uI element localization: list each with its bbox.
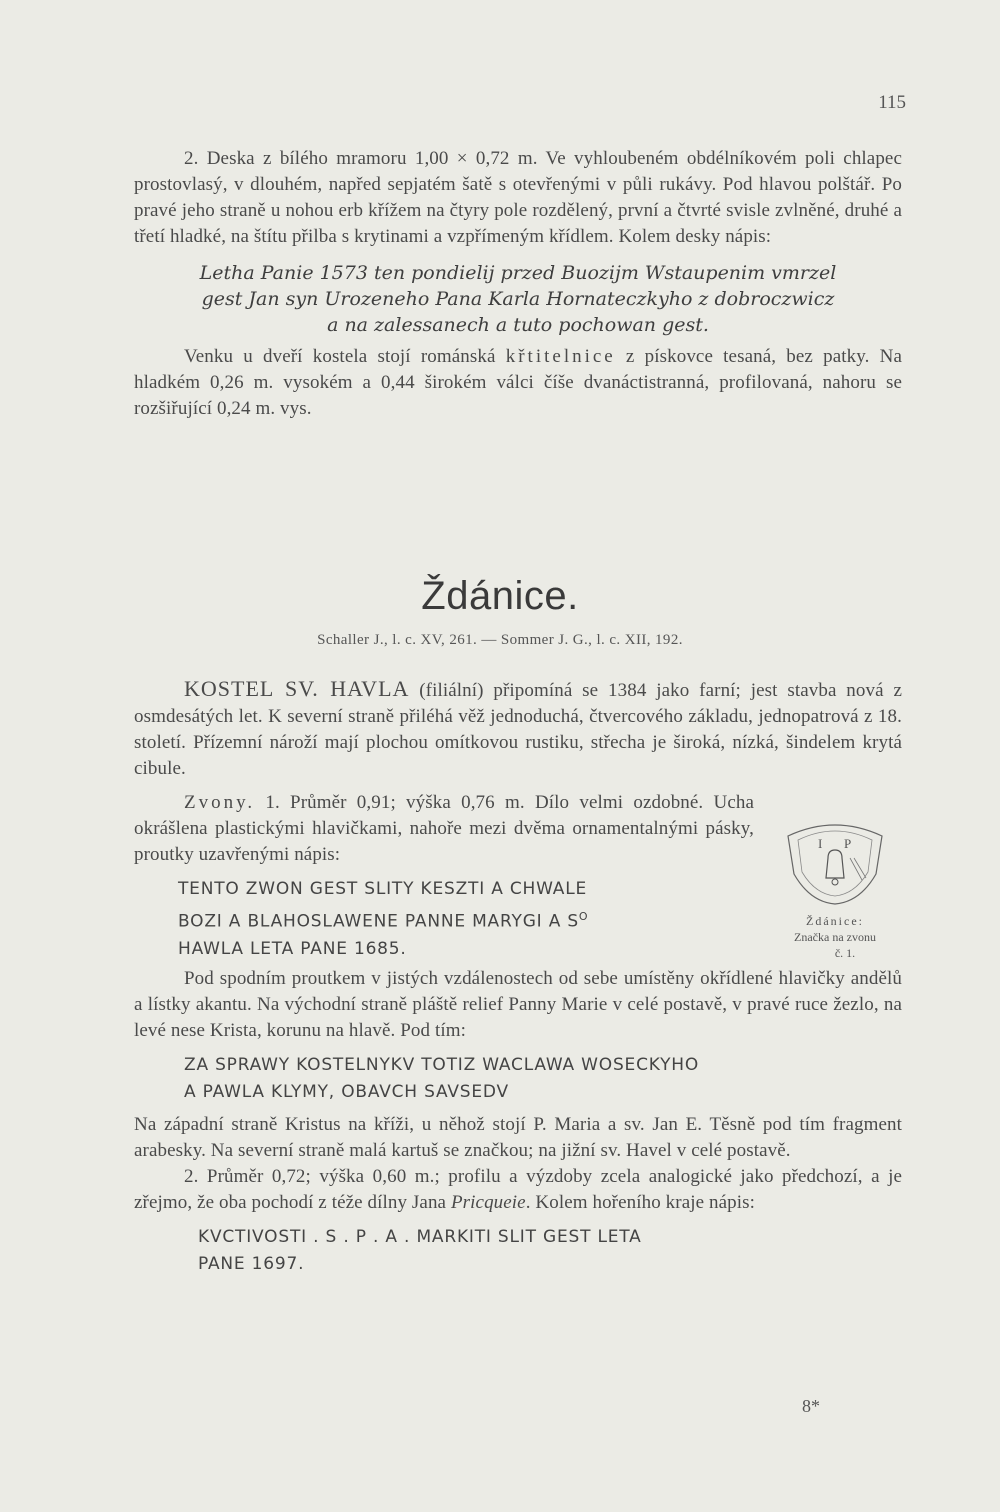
paragraph-hlavicky: Pod spodním proutkem v jistých vzdálenostech od sebe umístěny okřídlené hlavičky andělů a lístky akantu. Na východní straně pláště relief Panny Marie v celé postavě, v pravé ruce žezlo, na levé nese Krista, korunu na hlavě. Pod tím: — [134, 968, 902, 1041]
text-block-bells — [134, 790, 754, 963]
mark-caption-line: č. 1. — [834, 946, 856, 960]
text-block-church — [134, 676, 902, 782]
bells-label: Zvony. — [184, 792, 256, 813]
text-block-top — [134, 146, 902, 422]
inscription-line: KVCTIVOSTI . S . P . A . MARKITI SLIT GEST LETA — [198, 1227, 642, 1247]
paragraph-kostel: KOSTEL SV. HAVLA (filiální) připomíná se 1384 jako farní; jest stavba nová z osmdesátých let. K severní straně přiléhá věž jednoduchá, čtvercového základu, jednopatrová z 18. století. Přízemní nároží mají plochou omítkovou rustiku, střecha je široká, nízká, šindelem krytá cibule. — [134, 676, 902, 779]
text-block-lower — [134, 966, 902, 1278]
spaced-term: křtitelnice — [505, 346, 616, 367]
inscription-2 — [134, 1052, 902, 1106]
inscription-line: HAWLA LETA PANE 1685. — [178, 938, 407, 959]
inscription-line: ZA SPRAWY KOSTELNYKV TOTIZ WACLAWA WOSECKYHO — [184, 1055, 700, 1075]
mark-caption-title: Ždánice: — [806, 914, 864, 928]
gothic-inscription-line: a na zalessanech a tuto pochowan gest. — [327, 314, 709, 336]
mark-caption-line: Značka na zvonu — [794, 930, 876, 944]
inscription-line: BOZI A BLAHOSLAWENE PANNE MARYGI A $S^O$ — [178, 910, 589, 932]
inscription-3 — [134, 1224, 902, 1278]
paragraph-krtitelnice: Venku u dveří kostela stojí románská křtitelnice z pískovce tesaná, bez patky. Na hladkém 0,26 m. vysokém a 0,44 širokém válci číše dvanáctistranná, profilovaná, nahoru se rozšiřující 0,24 m. vys. — [134, 346, 903, 419]
church-name: KOSTEL SV. HAVLA — [184, 676, 410, 701]
inscription-line: TENTO ZWON GEST SLITY KESZTI A CHWALE — [178, 879, 588, 899]
mark-letter: I — [818, 836, 823, 851]
gothic-inscription-line: gest Jan syn Urozeneho Pana Karla Hornateczkyho z dobroczwicz — [201, 288, 835, 310]
inscription-line: PANE 1697. — [198, 1254, 305, 1274]
bell-mark-icon — [780, 818, 890, 908]
paragraph-zapadni: Na západní straně Kristus na kříži, u něhož stojí P. Maria a sv. Jan E. Těsně pod tím fragment arabesky. Na severní straně malá kartuš se značkou; na jižní sv. Havel v celé postavě. — [134, 1114, 902, 1161]
mark-letter: P — [844, 836, 852, 851]
page-number: 115 — [878, 92, 906, 113]
references: Schaller J., l. c. XV, 261. — Sommer J. G., l. c. XII, 192. — [317, 632, 683, 648]
signature-mark: 8* — [802, 1396, 820, 1416]
paragraph-zvony: Zvony. 1. Průměr 0,91; výška 0,76 m. Dílo velmi ozdobné. Ucha okrášlena plastickými hlavičkami, nahoře mezi dvěma ornamentalnými pásky, proutky uzavřenými nápis: — [134, 792, 754, 865]
gothic-inscription-line: Letha Panie 1573 ten pondielij przed Buozijm Wstaupenim vmrzel — [199, 262, 837, 284]
bell-mark-figure — [770, 818, 900, 961]
section-heading: Ždánice. — [421, 574, 579, 618]
inscription-1 — [134, 876, 754, 963]
paragraph-deska: 2. Deska z bílého mramoru 1,00 × 0,72 m. Ve vyhloubeném obdélníkovém poli chlapec prostovlasý, v dlouhém, napřed sepjatém šatě s otevřenými v půli rukávy. Pod hlavou polštář. Po pravé jeho straně u nohou erb křížem na čtyry pole rozdělený, první a čtvrté svisle zvlněné, druhé a třetí hladké, na štítu přilba s krytinami a vzpřímeným křídlem. Kolem desky nápis: — [134, 148, 902, 247]
inscription-line: A PAWLA KLYMY, OBAVCH SAVSEDV — [184, 1082, 509, 1102]
paragraph-zvon-2: 2. Průměr 0,72; výška 0,60 m.; profilu a výzdoby zcela analogické jako předchozí, a je zřejmo, že oba pochodí z téže dílny Jana Pricqueie. Kolem hořeního kraje nápis: — [134, 1166, 902, 1213]
